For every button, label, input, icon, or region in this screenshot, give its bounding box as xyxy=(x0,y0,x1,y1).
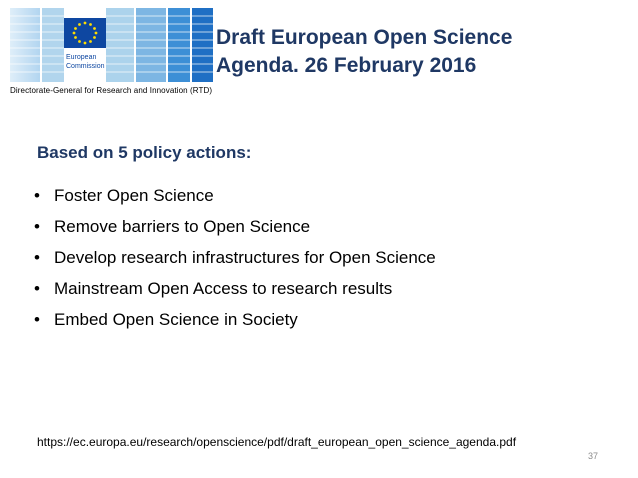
logo-text-1: European xyxy=(66,54,97,61)
list-item xyxy=(34,211,436,242)
bullet-icon: • xyxy=(34,217,40,236)
bullet-text: Remove barriers to Open Science xyxy=(54,217,311,236)
bullet-icon: • xyxy=(34,186,40,205)
european-commission-building-icon xyxy=(10,8,213,82)
bullet-text: Foster Open Science xyxy=(54,186,214,205)
bullet-icon: • xyxy=(34,248,40,267)
bullet-icon: • xyxy=(34,279,40,298)
european-commission-logo xyxy=(10,8,220,98)
bullet-text: Mainstream Open Access to research results xyxy=(54,279,393,298)
source-url-link[interactable]: https://ec.europa.eu/research/openscience/pdf/draft_european_open_science_agenda.pdf xyxy=(37,435,517,449)
title-line-1: Draft European Open Science xyxy=(216,26,513,49)
list-item xyxy=(34,273,436,304)
bullet-text: Embed Open Science in Society xyxy=(54,310,298,329)
list-item xyxy=(34,242,436,273)
slide-title xyxy=(216,24,616,81)
list-item xyxy=(34,304,436,335)
bullet-icon: • xyxy=(34,310,40,329)
directorate-general-label: Directorate-General for Research and Innovation (RTD) xyxy=(10,86,213,95)
policy-actions-list xyxy=(34,180,436,335)
page-number: 37 xyxy=(588,451,599,461)
list-item xyxy=(34,180,436,211)
title-line-2: Agenda. 26 February 2016 xyxy=(216,54,477,78)
bullet-text: Develop research infrastructures for Open Science xyxy=(54,248,436,267)
logo-text-2: Commission xyxy=(66,63,105,70)
slide-subtitle: Based on 5 policy actions: xyxy=(37,143,252,162)
